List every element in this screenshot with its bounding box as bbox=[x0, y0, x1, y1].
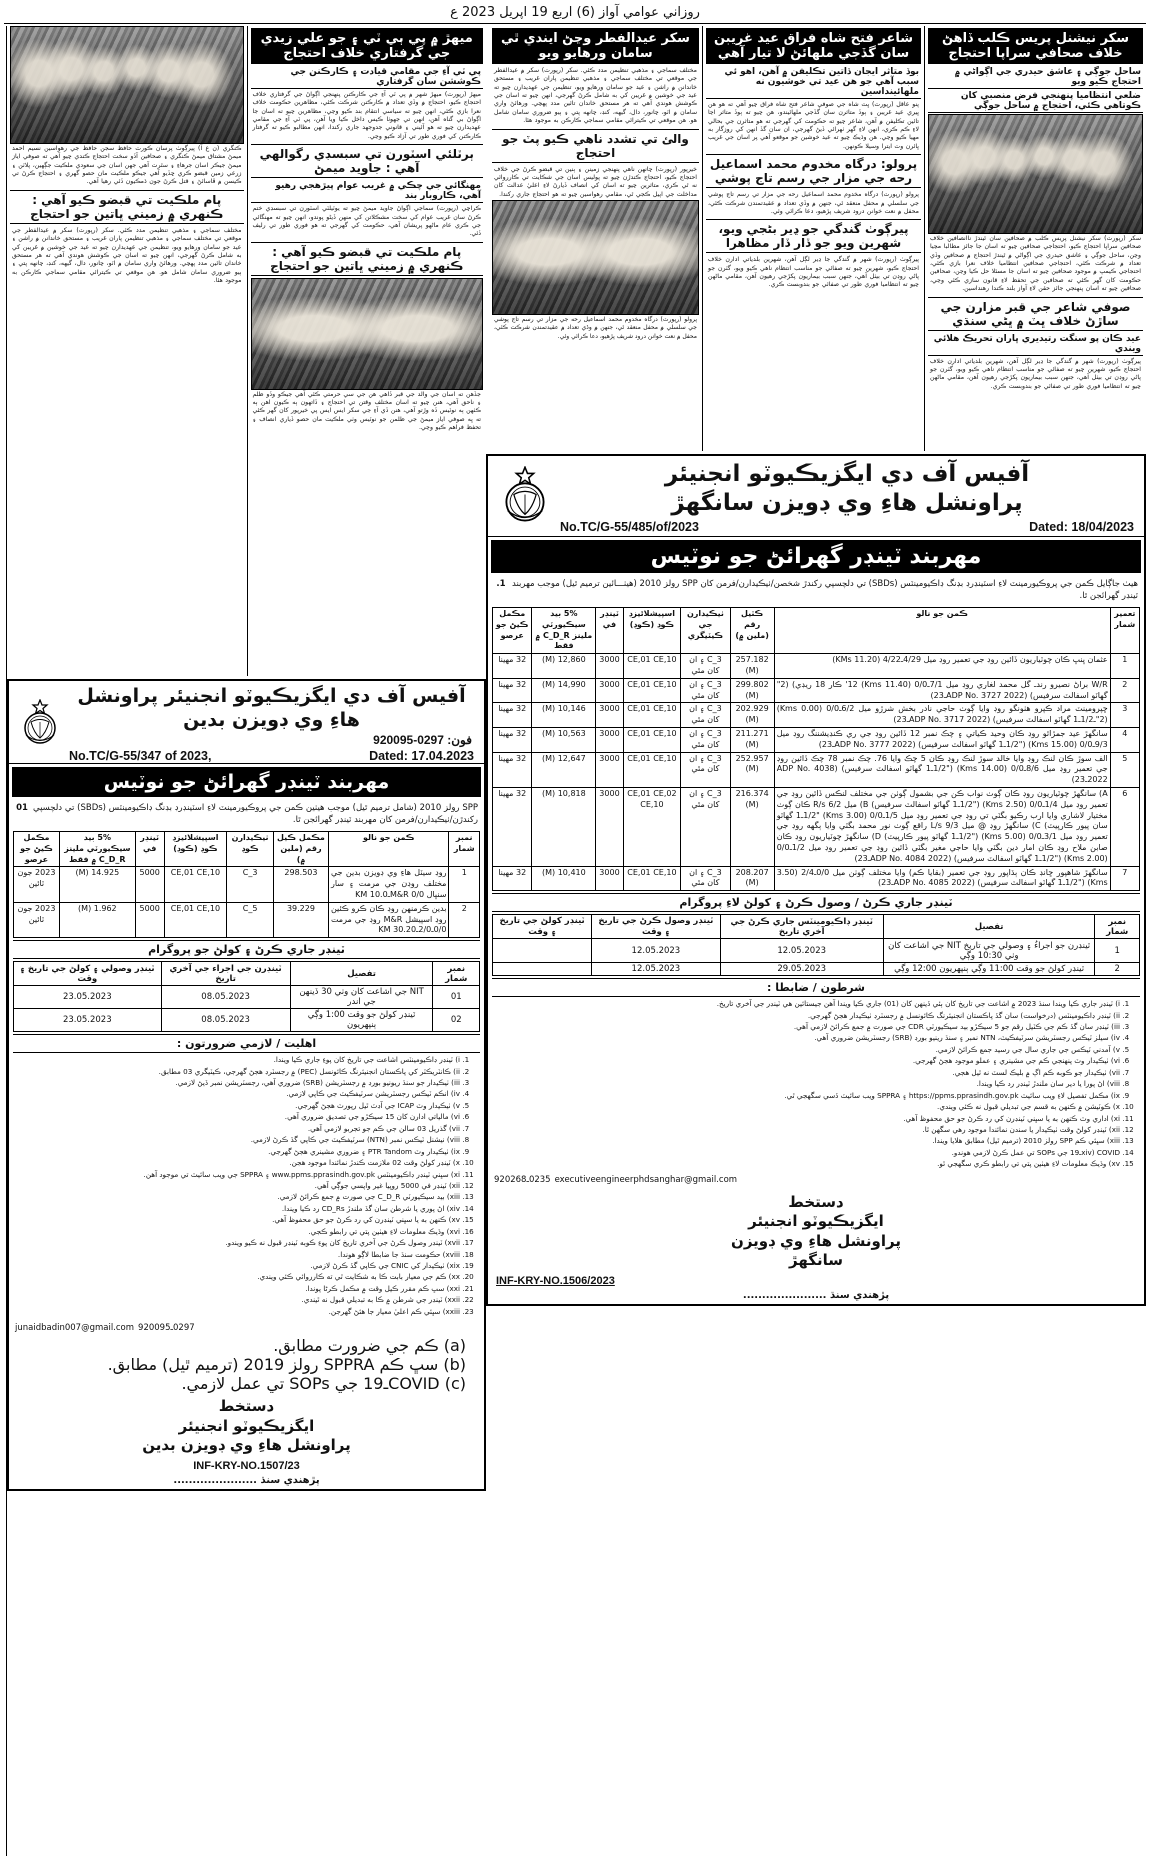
dates-cell: ٽينڊرن جو اجراءُ ۽ وصولي جي تاريخ NIT جي اشاعت کان وٺي 10:30 وڳي bbox=[883, 939, 1095, 963]
dates-cell: 12.05.2023 bbox=[592, 963, 720, 976]
table-cell-security: 10,563 (M) bbox=[532, 727, 596, 752]
dates-row bbox=[14, 1009, 480, 1032]
table-cell-fee: 3000 bbox=[596, 866, 623, 891]
dates-cell: 1 bbox=[1095, 939, 1140, 963]
badin-works-table bbox=[13, 831, 480, 938]
table-cell-code: CE,01 CE,10 bbox=[623, 678, 681, 703]
subheadline-inflation: مهنگائي جي چڪي ۾ غريب عوام پيڙهجي رهيو آهي، ڪاروبار بند bbox=[251, 180, 484, 203]
sanghar-dates-banner: ٽينڊر جاري ڪرڻ / وصول ڪرڻ ۽ کولڻ لاءِ پروگرام bbox=[492, 893, 1140, 912]
badin-sign-division: پراونشل هاءِ وي ڊويزن بدين bbox=[142, 1436, 351, 1455]
terms-item: 18. xviii) حڪومت سنڌ جا ضابطا لاڳو هوندا. bbox=[15, 1250, 460, 1261]
table-cell-security: 14,990 (M) bbox=[532, 678, 596, 703]
table-cell-amount: 39.229 bbox=[273, 902, 328, 937]
table-cell-fee: 3000 bbox=[596, 727, 623, 752]
terms-item: 6. vi) ٺيڪيدار وٽ پنهنجي ڪم جي مشينري ۽ عملو موجود هجڻ گهرجي. bbox=[494, 1056, 1120, 1067]
table-cell-category: C_3 bbox=[227, 867, 274, 902]
table-cell-code: CE,01 CE,10 bbox=[623, 866, 681, 891]
terms-item: 9. ix) مڪمل تفصيل لاءِ ويب سائيٽ https://ppms.pprasindh.gov.pk ۽ SPPRA ويب سائيٽ ڏسي سگهجي ٿي. bbox=[494, 1091, 1120, 1102]
table-cell-period: 2023 جون ٽائين bbox=[14, 902, 60, 937]
table-cell-amount: 252.957 (M) bbox=[730, 752, 774, 787]
table-cell-fee: 3000 bbox=[596, 654, 623, 679]
table-cell-work: بدين ڪرمنهن روڊ ڪان ڪرو ڪئين روڊ اسپيشل M&R روڊ جي مرمت 0/0ـ2/0ـ30.20 KM bbox=[328, 902, 449, 937]
table-cell-code: CE,01 CE,10 bbox=[623, 654, 681, 679]
table-row bbox=[493, 752, 1140, 787]
terms-item: 21. xxi) سڀ ڪم مقرر ڪيل وقت ۾ مڪمل ڪرڻا پوندا. bbox=[15, 1284, 460, 1295]
table-cell-fee: 3000 bbox=[596, 678, 623, 703]
badin-terms-list bbox=[15, 1055, 474, 1318]
table-row bbox=[14, 902, 480, 937]
headline-land-grab: پام ملڪيت تي قبضو ڪيو آهي : ڪنهري ۾ زميني ڀاتين جو احتجاج bbox=[251, 242, 484, 276]
terms-item: 11. xi) سڀني ٽينڊر ڊاڪيومينٽس www.ppms.pprasindh.gov.pk ۽ SPPRA جي ويب سائيٽ تي موجود آهن. bbox=[15, 1170, 460, 1181]
sanghar-intro-text: هيٺ جاڳايل ڪمن جي پروڪيورمينٽ لاءِ اسٽينڊرڊ بڊنگ ڊاڪيومينٽس (SBDs) تي دلچسپي رکندڙ شخصن/ٺيڪيدارن/فرمن کان SPP رولز 2010 (ھيٺـــائين ترميم ٿيل) موجب مهربند ٽينڊر گهرائجن ٿا. bbox=[512, 578, 1138, 602]
article-body-utility: ڪراچي (رپورٽ) سماجي اڳواڻ جاويد ميمڻ چيو ته يوٽيلٽي اسٽورن تي سبسڊي ختم ڪرڻ سان غريب عوام کي سخت مشڪلاتن کي منهن ڏيڻو پوندو، انهن چيو ته مهنگائي جي ڪري عام ماڻهو پريشان آهي، حڪومت کي گهرجي ته هو فوري طور تي رليف ڏئي. bbox=[252, 205, 481, 238]
terms-item: 6. vi) مالياتي ادارن کان 15 سيڪڙو جي تصديق ضروري آهي. bbox=[15, 1112, 460, 1123]
article-body-protest: خيرپور (رپورٽ) چانهن ناهي پنهنجي زمينن ۽ ٻنين تي قبضو ڪرڻ جي خلاف احتجاج ڪيو، احتجاج ڪندڙن چيو ته پوليس اسان جي شڪايت تي ڪارروائي نه ٿي ڪري، متاثرين چيو ته اسان کي انصاف ڏيارڻ لاءِ اعليٰ عدالت کان مداخلت جي اپيل ڪجي ٿي، مقامي رهواسين چيو ته هو احتجاج جاري رکندا. bbox=[494, 165, 697, 198]
table-cell-category: C_3 ۽ ان کان مٿي bbox=[681, 752, 730, 787]
table-cell-work: الف سوڙ ڪان لنڪ روڊ وايا خالد سوڙ لنڪ روڊ ڪان 5 چڪ وايا 76. چڪ نمبر 78 چڪ ڏائين روڊ جي تعمير روڊ ميل 8/6ـ0/0 (14.00 Kms) ("1/2ـ1 گهاٽو اسفالٽ سرفيس) (ADP No. 4038 2022ـ23) bbox=[774, 752, 1110, 787]
badin-tender-notice bbox=[7, 679, 486, 1491]
table-cell-amount: 216.374 (M) bbox=[730, 787, 774, 866]
terms-item: 14. xiv) COVIDـ19 جي SOPs تي عمل ڪرڻ لازمي هوندو. bbox=[494, 1148, 1120, 1159]
table-cell-amount: 211.271 (M) bbox=[730, 727, 774, 752]
sanghar-signature-block bbox=[488, 1189, 1144, 1273]
badin-inf-number: INF-KRY-NO.1507/23 bbox=[193, 1459, 300, 1472]
headline-mehar-pti-protest: ميهڙ ۾ پي ٻي ٽي ۽ جو علي زيدي جي گرفتاري خلاف احتجاج bbox=[251, 28, 484, 64]
photo-two-men bbox=[251, 278, 484, 390]
sanghar-ref-date: Dated: 18/04/2023 bbox=[1029, 519, 1134, 534]
table-cell-amount: 299.802 (M) bbox=[730, 678, 774, 703]
table-cell-period: 32 مهينا bbox=[493, 703, 532, 728]
subheadline-pti-leadership: پي ٽي آءِ جي مقامي قيادت ۽ ڪارڪنن جي ڪوششن سان گرفتاري bbox=[251, 66, 484, 89]
table-cell-code: CE,01 CE,10 bbox=[164, 867, 227, 902]
dates-header-cell: تفصيل bbox=[290, 962, 433, 986]
subheadline-sahil-jogi: ساحل جوڳي ۽ عاشق حيدري جي اڳواڻي ۾ احتجاج ڪيو ويو bbox=[928, 66, 1143, 89]
table-cell-fee: 3000 bbox=[596, 787, 623, 866]
table-cell-security: 10,410 (M) bbox=[532, 866, 596, 891]
terms-item: 17. xvii) ٽينڊر وصول ڪرڻ جي آخري تاريخ کان پوءِ ڪوبه ٽينڊر قبول نه ڪيو ويندو. bbox=[15, 1238, 460, 1249]
table-cell-category: C_3 ۽ ان کان مٿي bbox=[681, 727, 730, 752]
table-cell-sno: 6 bbox=[1110, 787, 1139, 866]
dates-cell: NIT جي اشاعت کان وٺي 30 ڏينهن جي اندر bbox=[290, 986, 433, 1009]
dates-header-cell: ٽينڊر ڊاڪيومينٽس جاري ڪرڻ جي آخري تاريخ bbox=[720, 915, 883, 939]
table-cell-period: 32 مهينا bbox=[493, 752, 532, 787]
table-cell-category: C_3 ۽ ان کان مٿي bbox=[681, 703, 730, 728]
table-cell-fee: 3000 bbox=[596, 703, 623, 728]
dates-header-cell: ٽينڊر وصول ڪرڻ جي تاريخ ۽ وقت bbox=[592, 915, 720, 939]
sanghar-dates-table bbox=[492, 914, 1140, 976]
dates-cell: ٽينڊر کولڻ جو وقت 11:00 وڳي ٻنپهريون 12:00 وڳي bbox=[883, 963, 1095, 976]
table-cell-period: 32 مهينا bbox=[493, 654, 532, 679]
sanghar-works-table bbox=[492, 607, 1140, 891]
article-body-landgrab: ڪنگري (ن ع آ) پيرڳوٺ پرسان ڪورٽ حافظ سجن حافظ جي رهواسين نسيم احمد ميمڻ مشتاق ميمڻ ڪنگري ۽ صحافين آڏو سخت احتجاج ڪندي چيو آهي ته صوفي اياز ميمڻ جيڪر اسان جرهاءِ ۽ سٿرت آهي جهن اسان جي سعودي ملڪيت جڳهين، پلاٽن ۽ زرعي زمين قبضو ڪري ڇڏيو آهي جيڪو ملڪيت مان حصو گهري ۽ احتجاج ڪرڻ تي ڪيسن ۾ ڦاسائڻ ۽ قتل ڪرڻ جون ڌمڪيون ڏئي رهيا آهي. bbox=[12, 145, 242, 186]
table-cell-amount: 257.182 (M) bbox=[730, 654, 774, 679]
article-body-sufi: پيرڳوٺ (رپورٽ) شهر ۾ گندگي جا ڍير لڳل آهن، شهرين بلدياتي ادارن خلاف احتجاج ڪيو، شهرين چيو ته صفائي جو مناسب انتظام ناهي ڪيو ويو، گٽرن جو پاڻي روڊن تي بيٺل آهي، جنهن سبب بيماريون پکڙجي رهيون آهن، مقامي ماڻهن چيو ته انتظاميا فوري طور تي صفائي جو بندوبست ڪري. bbox=[930, 357, 1141, 390]
terms-item: 7. vii) گذريل 03 سالن جي ڪم جو تجربو لازمي آهي. bbox=[15, 1124, 460, 1135]
dates-header-cell: ٽينڊرن جي اجراء جي آخري تاريخ bbox=[161, 962, 290, 986]
table-header-cell: ڪٽيل رقم (ملين ۾) bbox=[730, 608, 774, 654]
badin-signature-block bbox=[9, 1393, 484, 1458]
sanghar-inf-number: INF-KRY-NO.1506/2023 bbox=[496, 1274, 615, 1287]
badin-footnote-b: (b) سڀ ڪم SPPRA رولز 2019 (ترميم ٿيل) مطابق. bbox=[107, 1355, 466, 1375]
terms-item: 12. xii) ٽينڊر کولڻ وقت ٺيڪيدار يا سندن نمائندا موجود رهي سگهن ٿا. bbox=[494, 1125, 1120, 1136]
table-cell-code: CE,01 CE,10 bbox=[623, 703, 681, 728]
table-header-cell: 5% بيد سيڪيورٽي ملينز C_D_R ۾ فقط bbox=[532, 608, 596, 654]
terms-item: 13. xiii) سڀئي ڪم SPP رولز 2010 (ترميم ٿيل) مطابق هلايا ويندا. bbox=[494, 1136, 1120, 1147]
badin-sign-label: دستخط bbox=[218, 1397, 275, 1416]
terms-item: 15. xv) وڌيڪ معلومات لاءِ هيٺين پتي تي رابطو ڪري سگهجي ٿو. bbox=[494, 1159, 1120, 1170]
news-column-l1 bbox=[247, 26, 487, 676]
sanghar-tender-notice bbox=[486, 454, 1146, 1306]
terms-item: 7. vii) ٺيڪيدار جو ڪوبه ڪم اڳ ۾ بليڪ لسٽ نه ٿيل هجي. bbox=[494, 1068, 1120, 1079]
table-header-cell: ڪمن جو نالو bbox=[774, 608, 1110, 654]
news-column-r1 bbox=[924, 26, 1146, 451]
table-row bbox=[493, 678, 1140, 703]
headline-eid-ration-distribution: سکر عيدالفطر وڃڻ ايندي ٿي سامان ورهايو ويو bbox=[492, 28, 699, 64]
table-cell-sno: 7 bbox=[1110, 866, 1139, 891]
table-header-cell: ڪمن جو نالو bbox=[328, 832, 449, 867]
terms-item: 5. v) ٺيڪيدار وٽ ICAP جي آڊٽ ٿيل رپورٽ هجڻ گهرجي. bbox=[15, 1101, 460, 1112]
table-cell-period: 32 مهينا bbox=[493, 678, 532, 703]
badin-dates-table bbox=[13, 961, 480, 1032]
terms-item: 9. ix) ٺيڪيدار وٽ PTR Tandom ۽ ضروري مشينري هجڻ گهرجي. bbox=[15, 1147, 460, 1158]
sanghar-tender-header bbox=[488, 456, 1144, 537]
badin-tender-banner: مهربند ٽينڊر گهرائڻ جو نوٽيس bbox=[12, 767, 481, 797]
terms-item: 19. xix) ٺيڪيدار کي CNIC جي ڪاپي گڏ ڪرڻ لازمي. bbox=[15, 1261, 460, 1272]
badin-office-line: آفيس آف دي ايگزيڪيوٽو انجنيئر پراونشل هاءِ وي ڊويزن بدين bbox=[77, 685, 466, 731]
sanghar-terms-title: شرطون / ضابطا : bbox=[492, 978, 1140, 997]
table-header-cell: ٺيڪيدارن ڪوڊ bbox=[227, 832, 274, 867]
badin-sign-designation: ايگزيڪيوٽو انجنيئر bbox=[178, 1416, 315, 1435]
table-cell-security: 10,146 (M) bbox=[532, 703, 596, 728]
table-cell-amount: 298.503 bbox=[273, 867, 328, 902]
badin-tender-intro bbox=[9, 800, 484, 830]
table-header-cell: ٽينڊر في bbox=[596, 608, 623, 654]
badin-footer-dots: پڙهندي سنڌ ...................... bbox=[173, 1474, 320, 1486]
table-cell-work: سانگهڙ عيد جمڙائو روڊ ڪان وحيد ڪياتي ۽ چڪ نمبر 12 ڏائين روڊ جي ري ڪنڊيشننگ روڊ ميل 9/3ـ0/0 (15.00 Kms) ("1/2ـ1 گهاٽو اسفالٽ سرفيس) (ADP No. 3777 2022ـ23) bbox=[774, 727, 1110, 752]
table-header-cell: اسپيشلائيزڊ ڪوڊ (ڪوڊ) bbox=[623, 608, 681, 654]
terms-item: 22. xxii) ٽينڊر جي شرطن ۾ ڪا به تبديلي قبول نه ٿيندي. bbox=[15, 1295, 460, 1306]
table-cell-work: A) سانگهڙ چوٽياريون روڊ ڪان ڳوٺ نواب ڪن جي بشمول ڳوٺن جي مختلف لنڪس ڏائين روڊ جي تعمير روڊ ميل 1/4ـ0/0 (2.50 Kms) ("1/2ـ1 گهاٽو اسفالٽ سرفيس) B) ميل R/s 6/2 ڪان ڳوٺ مختيار لاشاري وايا ارب رڪيو بگٽي تي روڊ جي تعمير روڊ ميل 1/5ـ0/0 (3.00 Kms) "1/2ـ1 گهاٽو سان پيور ڪارپيٽ) C) سانگهڙ روڊ @ ميل 9/3 L/s راقع ڳوٺ نور محمد بگٽي وايا ٻگهه روڊ جي تعمير روڊ ميل 3/1ـ0/0 (5.00 Kms) ("1/2ـ1 گهاٽو پيور ڪارپيٽ) D) سانگهڙ چوٽياريون روڊ ڪان صابن ملاح روڊ ڪان امار دين بگٽي وايا حاجي مغير بگٽي ڏائين روڊ جي تعمير روڊ ميل 1/2ـ0/0 (2.00 Kms) ("1/2ـ1 گهاٽو اسفالٽ سرفيس) (ADP No. 4084 2022ـ23) bbox=[774, 787, 1110, 866]
badin-ref-no: No.TC/G-55/347 of 2023, bbox=[69, 748, 212, 763]
article-body-mehar: ميهڙ (رپورٽ) ميهڙ شهر ۾ پي ٽي آءِ جي ڪارڪنن پنهنجي اڳواڻ جي گرفتاري خلاف احتجاج ڪيو، احتجاج ۾ وڏي تعداد ۾ ڪارڪنن شرڪت ڪئي، مظاهرين حڪومت خلاف نعرا بازي ڪئي، انهن چيو ته سياسي انتقام بند ڪيو وڃي، مظاهرين چيو ته اسان جا اڳواڻ بي گناه آهن، انهن تي جهوٺا ڪيس داخل ڪيا ويا آهن، پي ٽي آءِ جي مقامي عهديدارن چيو ته هو آئيني ۽ قانوني جدوجهد جاري رکندا، انهن مطالبو ڪيو ته گرفتار ڪارڪنن کي فوري طور تي آزاد ڪيو وڃي. bbox=[252, 91, 481, 140]
photo-protest-banner bbox=[10, 26, 244, 144]
table-header-cell: ٽينڊر في bbox=[135, 832, 164, 867]
govt-sindh-crest-icon-badin bbox=[15, 699, 65, 749]
subheadline-district-admin: ضلعي انتظاميا پنهنجي فرض منصبي کان ڪوتاهي ڪئي، احتجاج ۾ ساحل جوڳي bbox=[928, 90, 1143, 113]
badin-dates-banner: ٽينڊر جاري ڪرڻ ۽ کولڻ جو پروگرام bbox=[13, 940, 480, 959]
table-cell-sno: 2 bbox=[449, 902, 480, 937]
dates-cell: 29.05.2023 bbox=[720, 963, 883, 976]
table-header-cell: تعمير شمار bbox=[1110, 608, 1139, 654]
right-news-row bbox=[486, 26, 1146, 451]
badin-ref-row bbox=[65, 747, 478, 763]
table-cell-code: CE,01 CE,02 CE,10 bbox=[623, 787, 681, 866]
table-cell-code: CE,01 CE,10 bbox=[623, 752, 681, 787]
article-body-sukkur: سکر (رپورٽ) سکر نيشنل پريس ڪلب ۾ صحافين سان ٿيندڙ ناانصافين خلاف صحافين سراپا احتجاج ڪيو، احتجاجي صحافين چيو ته اسان جا جائز مطالبا مڃيا وڃن، ساحل جوڳي ۽ عاشق حيدري جي اڳواڻي ۾ ٿيندڙ احتجاج ۾ صحافين وڏي تعداد ۾ شرڪت ڪئي، احتجاجي صحافين انتظاميا خلاف نعرا بازي ڪئي، احتجاجي ڪيمپ ۾ موجود صحافين چيو ته اسان جا مسئلا حل ڪيا وڃن، صحافين حڪومت کان گهر ڪئي ته صحافين جي تحفظ لاءِ قانون سازي ڪئي وڃي، صحافين چيو ته اسان پنهنجي جائز حقن لاءِ آواز بلند ڪندا رهنداسين. bbox=[929, 235, 1141, 293]
badin-footnote-a: (a) ڪم جي ضرورت مطابق. bbox=[273, 1336, 466, 1356]
subheadline-sangat-ratodero: عيد ڪان پو سنگت رتيديري ڀاران تحريڪ هلائي ويندي bbox=[928, 333, 1143, 356]
photo-caption-women: پرولو (رپورٽ) درگاه مخدوم محمد اسماعيل رحه جي مزار تي رسم تاج پوشي جي سلسلي ۾ محفل منعقد ٿي، جنهن ۾ وڏي تعداد ۾ عقيدتمندن شرڪت ڪئي، محفل ۾ نعت خوانن درود شريف پڙهيو، دعا ڪرائي وئي. bbox=[494, 315, 697, 340]
terms-item: 5. v) آمدني ٽيڪس جي جاري سال جي رسيد جمع ڪرائڻ لازمي. bbox=[494, 1045, 1120, 1056]
dates-cell: 01 bbox=[433, 986, 480, 1009]
left-news-row bbox=[7, 26, 486, 676]
terms-item: 23. xxiii) سڀئي ڪم اعليٰ معيار جا هئڻ گهرجن. bbox=[15, 1307, 460, 1318]
table-cell-category: C_5 bbox=[227, 902, 274, 937]
sanghar-office-line1: آفيس آف دي ايگزيڪيوٽو انجنيئر bbox=[664, 461, 1030, 487]
table-cell-period: 32 مهينا bbox=[493, 727, 532, 752]
headline-pirgoth-garbage: پيرڳوٺ گندگي جو ڍير بڻجي ويو، شهرين ويو جو ڏار ڏار مظاهرا bbox=[706, 219, 921, 253]
dates-cell: ٽينڊر کولڻ جو وقت 1:00 وڳي ٻنپهريون bbox=[290, 1009, 433, 1032]
terms-item: 10. x) ڪوٽيشن ۾ ڪنهن به قسم جي تبديلي قبول نه ڪئي ويندي. bbox=[494, 1102, 1120, 1113]
terms-item: 3. iii) ٽينڊر سان گڏ ڪم جي ڪٽيل رقم جو 5 سيڪڙو بيد سيڪيورٽي CDR جي صورت ۾ جمع ڪرائڻ لازمي آهي. bbox=[494, 1022, 1120, 1033]
terms-item: 14. xiv) اڻ پوري يا شرطن سان گڏ ملندڙ CD_Rs رد ڪيا ويندا. bbox=[15, 1204, 460, 1215]
terms-item: 4. iv) سيلز ٽيڪس رجسٽريشن سرٽيفڪيٽ، NTN نمبر ۽ سنڌ رينيو بورڊ (SRB) رجسٽريشن ضروري آهي. bbox=[494, 1033, 1120, 1044]
dates-cell: 08.05.2023 bbox=[161, 1009, 290, 1032]
sanghar-sign-designation: ايگزيڪيوٽو انجنيئر bbox=[748, 1212, 884, 1231]
sanghar-ref-no: No.TC/G-55/485/of/2023 bbox=[560, 519, 699, 534]
table-cell-security: 12,860 (M) bbox=[532, 654, 596, 679]
dates-cell: 2 bbox=[1095, 963, 1140, 976]
left-zone bbox=[6, 26, 486, 1856]
table-cell-code: CE,01 CE,10 bbox=[623, 727, 681, 752]
table-cell-security: 14.925 (M) bbox=[59, 867, 135, 902]
subheadline-flood-victims: بوڏ متاثر ايجان ڏاتين تڪليفن ۾ آهن، اهو ئي سبب آهي جو هن عيد تي خوشيون نه ملهائينداسين bbox=[706, 66, 921, 99]
table-cell-security: 12,647 (M) bbox=[532, 752, 596, 787]
right-zone bbox=[486, 26, 1146, 1856]
sanghar-dates-header-row bbox=[493, 915, 1140, 939]
terms-item: 1. i) ٽينڊر جاري ڪيا ويندا سنڌ 2023 ۾ اشاعت جي تاريخ کان ٻئي ڏينهن کان (01) جاري ڪيا ويندا آهن جيستائين هي ٽينڊر جي آخري تاريخ. bbox=[494, 999, 1120, 1010]
terms-item: 16. xvi) وڌيڪ معلومات لاءِ هيٺين پتي تي رابطو ڪجي. bbox=[15, 1227, 460, 1238]
table-cell-work: روڊ سيٽل هاءِ وي ڊويزن بدين جي مختلف روڊن جي مرمت ۽ سار سنڀال M&R 0/0ـ10.0 KM bbox=[328, 867, 449, 902]
sanghar-intro-number: 1. bbox=[496, 578, 506, 589]
dates-cell: 08.05.2023 bbox=[161, 986, 290, 1009]
terms-item: 3. iii) ٺيڪيدار جو سنڌ ريونيو بورڊ ۾ رجسٽريشن (SRB) ضروري آهي، رجسٽريشن نمبر ڏيڻ لازمي. bbox=[15, 1078, 460, 1089]
table-cell-code: CE,01 CE,10 bbox=[164, 902, 227, 937]
photo-women-interview bbox=[492, 200, 699, 315]
badin-phone: فون: 0297-920095 bbox=[373, 732, 472, 747]
article-body-ration: مختلف سماجي ۽ مذهبي تنظيمن مدد ڪئي. سکر (رپورٽ) سکر ۾ عيدالفطر جي موقعي تي مختلف سماجي ۽ مذهبي تنظيمن پاران غريب ۽ مستحق خاندانن ۾ راشن ۽ عيد جو سامان ورهايو ويو، تنظيمن جي عهديدارن چيو ته عيد جي خوشين ۾ غريبن کي به شامل ڪرڻ گهرجي، انهن چيو ته اسان جي ڪوشش هوندي آهي ته هر مستحق خاندان تائين مدد پهچي. ورهائڻ واري سامان ۾ اٽو، چانور، دال، گيهه، کنڊ، چانهه پتي ۽ ٻيو ضروري سامان شامل هو. هن موقعي تي ڪيترائي مقامي سماجي ڪارڪن به موجود هئا. bbox=[494, 67, 697, 125]
table-header-cell: مڪمل ڪيڻ جو عرصو bbox=[493, 608, 532, 654]
badin-dates-header-row bbox=[14, 962, 480, 986]
badin-footnotes bbox=[9, 1336, 484, 1393]
dates-header-cell: نمبر شمار bbox=[433, 962, 480, 986]
table-cell-sno: 2 bbox=[1110, 678, 1139, 703]
badin-tender-titles bbox=[65, 685, 478, 763]
terms-item: 8. viii) نيشنل ٽيڪس نمبر (NTN) سرٽيفڪيٽ جي ڪاپي گڏ ڪرڻ لازمي. bbox=[15, 1135, 460, 1146]
news-column-r3 bbox=[489, 26, 702, 451]
table-header-cell: مڪمل ڪيل رقم (ملين ۾) bbox=[273, 832, 328, 867]
badin-contact bbox=[9, 1320, 484, 1337]
dates-header-cell: ٽينڊر وصولي ۽ کولڻ جي تاريخ ۽ وقت bbox=[14, 962, 162, 986]
sanghar-ref-row bbox=[556, 518, 1138, 534]
photo-press-club-protest bbox=[928, 114, 1143, 234]
headline-poet-fateh-shah: شاعر فتح شاه فراق عيد غريبن سان گڏجي ملهائڻ لا تيار آهي bbox=[706, 28, 921, 64]
badin-table-header-row bbox=[14, 832, 480, 867]
terms-item: 12. xii) ٽينڊر في 5000 روپيا غير واپسي جوڳي آهي. bbox=[15, 1181, 460, 1192]
sanghar-office-line2: پراونشل هاءِ وي ڊويزن سانگهڙ bbox=[671, 489, 1023, 516]
dates-header-cell: تفصيل bbox=[883, 915, 1095, 939]
table-cell-amount: 202.929 (M) bbox=[730, 703, 774, 728]
table-row bbox=[493, 703, 1140, 728]
sanghar-table-header-row bbox=[493, 608, 1140, 654]
table-row bbox=[493, 787, 1140, 866]
badin-tender-header bbox=[9, 681, 484, 764]
table-header-cell: مڪمل ڪيڻ جو عرصو bbox=[14, 832, 60, 867]
sanghar-sign-district: سانگهڙ bbox=[789, 1251, 843, 1270]
table-cell-sno: 3 bbox=[1110, 703, 1139, 728]
table-cell-category: C_3 ۽ ان کان مٿي bbox=[681, 866, 730, 891]
table-cell-fee: 5000 bbox=[135, 867, 164, 902]
sanghar-contact bbox=[488, 1172, 1144, 1189]
dates-cell: 02 bbox=[433, 1009, 480, 1032]
terms-item: 4. iv) انڪم ٽيڪس رجسٽريشن سرٽيفڪيٽ جي ڪاپي لازمي. bbox=[15, 1089, 460, 1100]
table-cell-category: C_3 ۽ ان کان مٿي bbox=[681, 678, 730, 703]
badin-footnote-c: (c) COVIDـ19 جي SOPs تي عمل لازمي. bbox=[181, 1374, 466, 1394]
table-cell-period: 32 مهينا bbox=[493, 787, 532, 866]
table-cell-work: ڇپرومينٽ مراد ڪپرو هٺونگو روڊ وايا ڳوٺ حاجي نادر بخش شرڙو ميل 6/2ـ0/0 (0.00 Kms) (2"ـ1/2ـ1 گهاٽو اسفالٽ سرفيس) (ADP No. 3717 2022ـ23) bbox=[774, 703, 1110, 728]
table-cell-amount: 208.207 (M) bbox=[730, 866, 774, 891]
sanghar-tender-intro bbox=[488, 576, 1144, 606]
news-column-r2 bbox=[702, 26, 924, 451]
sanghar-sign-division: پراونشل هاءِ وي ڊويزن bbox=[731, 1231, 901, 1250]
badin-intro-text: SPP رولز 2010 (شامل ترميم ٿيل) موجب هيٺين ڪمن جي پروڪيورمينٽ لاءِ اسٽينڊرڊ بڊنگ ڊاڪيومينٽس (SBDs) تي دلچسپي رکندڙن/ٺيڪيدارن/فرمن کان مهربند ٽينڊر گهرائجن ٿا. bbox=[33, 802, 478, 826]
badin-contact-phone: 0297ـ920095 bbox=[138, 1322, 195, 1333]
badin-ref-date: Dated: 17.04.2023 bbox=[369, 748, 474, 763]
article-body-landgrab-2: جڏهن ته اسان جي والد جي قبر ڏاهي هن جي سي حرمتي ڪئي آهي جيڪو وڏو ظلم ۽ ناحق آهي، هنن چيو ته اسان مختلف وقتن تي احتجاج ۽ ڏاتهون ٻه ڪيون اهن ٻه ڪٺهن ٻه نوٽيس ڏه وڙتو آهي، هنن ڏي آءِ جي سکر ايس ايس پي خيرپور کان گهر ڪئي ته ڀه صوفي اياز ميمڻ جي ظلمن جو نوٽيس وٺي ملڪيت مان حصو ڏياري انصاف ۽ تحفظ فراهم ڪيو وڃي. bbox=[252, 390, 481, 432]
table-cell-period: 2023 جون ٽائين bbox=[14, 867, 60, 902]
table-header-cell: 5% بيد سيڪيورٽي ملينز C_D_R ۾ فقط bbox=[59, 832, 135, 867]
table-cell-security: 1.962 (M) bbox=[59, 902, 135, 937]
terms-item: 8. viii) اڻ پورا يا دير سان ملندڙ ٽينڊر رد ڪيا ويندا. bbox=[494, 1079, 1120, 1090]
sanghar-tender-titles bbox=[556, 460, 1138, 534]
headline-utility-stores: ٻرٽلئي اسٽورن تي سبسڊي رگوالهي آهي : جاويد ميمڻ bbox=[251, 144, 484, 178]
terms-item: 2. ii) ٽينڊر ڊاڪيومينٽس (درخواست) سان گڏ پاڪستان انجنيئرنگ ڪائونسل ۾ رجسٽرڊ ٺيڪيدار هجڻ گهرجي. bbox=[494, 1011, 1120, 1022]
article-body-khairpur: مختلف سماجي ۽ مذهبي تنظيمن مدد ڪئي. سکر (رپورٽ) سکر ۾ عيدالفطر جي موقعي تي مختلف سماجي ۽ مذهبي تنظيمن پاران غريب ۽ مستحق خاندانن ۾ راشن ۽ عيد جو سامان ورهايو ويو، تنظيمن جي عهديدارن چيو ته عيد جي خوشين ۾ غريبن کي به شامل ڪرڻ گهرجي، انهن چيو ته اسان جي ڪوشش هوندي آهي ته هر مستحق خاندان تائين مدد پهچي. ورهائڻ واري سامان ۾ اٽو، چانور، دال، گيهه، کنڊ، چانهه پتي ۽ ٻيو ضروري سامان شامل هو. هن موقعي تي ڪيترائي مقامي سماجي ڪارڪن به موجود هئا. bbox=[12, 226, 242, 284]
page-body bbox=[4, 26, 1146, 1856]
sanghar-contact-email: executiveengineerphdsanghar@gmail.com bbox=[554, 1175, 738, 1186]
table-cell-sno: 4 bbox=[1110, 727, 1139, 752]
table-cell-fee: 3000 bbox=[596, 752, 623, 787]
sanghar-footer-dots: پڙهندي سنڌ ...................... bbox=[742, 1289, 890, 1301]
dates-row bbox=[493, 963, 1140, 976]
terms-item: 1. i) ٽينڊر ڊاڪيومينٽس اشاعت جي تاريخ کان پوءِ جاري ڪيا ويندا. bbox=[15, 1055, 460, 1066]
table-cell-sno: 1 bbox=[1110, 654, 1139, 679]
table-header-cell: نمبر شمار bbox=[449, 832, 480, 867]
dates-cell: 12.05.2023 bbox=[592, 939, 720, 963]
table-row bbox=[493, 727, 1140, 752]
terms-item: 10. x) ٽينڊر کولڻ وقت 02 ملازمت ڪندڙ نمائندا موجود هجن. bbox=[15, 1158, 460, 1169]
terms-item: 2. ii) ڪانٽريڪٽر کي پاڪستان انجنيئرنگ ڪائونسل (PEC) ۾ رجسٽرڊ هجڻ گهرجي، ڪيٽيگري 03 مطابق. bbox=[15, 1067, 460, 1078]
badin-intro-number: 01 bbox=[16, 802, 28, 813]
article-body-parolo: پرولو (رپورٽ) درگاه مخدوم محمد اسماعيل رحه جي مزار تي رسم تاج پوشي جي سلسلي ۾ محفل منعقد ٿي، جنهن ۾ وڏي تعداد ۾ عقيدتمندن شرڪت ڪئي، محفل ۾ نعت خوانن درود شريف پڙهيو، دعا ڪرائي وئي. bbox=[708, 191, 919, 215]
dates-cell: 12.05.2023 bbox=[720, 939, 883, 963]
dates-cell: 23.05.2023 bbox=[14, 1009, 162, 1032]
badin-terms-title: اهليت / لازمي ضرورتون : bbox=[13, 1034, 480, 1053]
dates-cell bbox=[493, 963, 592, 976]
dates-header-cell: ٽينڊر کولڻ جي تاريخ ۽ وقت bbox=[493, 915, 592, 939]
headline-parolo-shrine: پرولو: درگاه مخدوم محمد اسماعيل رحه جي مزار جي رسم تاج پوشي bbox=[706, 154, 921, 188]
table-row bbox=[493, 866, 1140, 891]
dates-cell: 23.05.2023 bbox=[14, 986, 162, 1009]
headline-sufi-poet-grave: صوفي شاعر جي قبر مزارن جي ساڙڻ خلاف ڀٽ ۾ ڀڻي سنڌي bbox=[928, 297, 1143, 331]
article-body-poet: پنو عاقل (رپورٽ) ڀٽ شاه جي صوفي شاعر فتح شاه فراق چيو آهي ته هو هن ڀيري عيد غريبن ۽ ٻوڏ متاثرن سان گڏجي ملهائيندو، هن چيو ته ٻوڏ متاثر اڃا تائين تڪليفن ۾ آهن، شاعر چيو ته حڪومت کي گهرجي ته هو متاثرن جي بحالي لاءِ ڪم ڪري، انهن لاءِ گهر ٺهرائي ڏيڻ گهرجي، ان سان گڏ انهن کي روزگار به مهيا ڪيو وڃي. هن وڌيڪ چيو ته عيد خوشين جو موقعو آهي پر اسان جي غريب ڀائرن وٽ ايترا وسيلا ڪونهن. bbox=[708, 101, 919, 150]
terms-item: 15. xv) ڪنهن به يا سڀني ٽينڊرن کي رد ڪرڻ جو حق محفوظ آهي. bbox=[15, 1215, 460, 1226]
dates-cell bbox=[493, 939, 592, 963]
badin-phone-row bbox=[65, 733, 478, 747]
headline-no-torture-protest: والئ تي تشدد ناهي ڪيو پٽ جو احتجاج bbox=[492, 129, 699, 163]
sanghar-terms-list bbox=[494, 999, 1134, 1170]
dates-row bbox=[493, 939, 1140, 963]
sanghar-contact-phone: 0235ـ920268 bbox=[494, 1175, 551, 1186]
masthead: روزاني عوامي آواز (6) اربع 19 اپريل 2023 ع bbox=[4, 2, 1146, 24]
badin-contact-email: junaidbadin007@gmail.com bbox=[15, 1322, 135, 1333]
article-body-pirgoth: پيرڳوٺ (رپورٽ) شهر ۾ گندگي جا ڍير لڳل آهن، شهرين بلدياتي ادارن خلاف احتجاج ڪيو، شهرين چيو ته صفائي جو مناسب انتظام ناهي ڪيو ويو، گٽرن جو پاڻي روڊن تي بيٺل آهي، جنهن سبب بيماريون پکڙجي رهيون آهن، مقامي ماڻهن چيو ته انتظاميا فوري طور تي صفائي جو بندوبست ڪري. bbox=[708, 256, 919, 289]
table-cell-work: عثمان ڀنڀ ڪان چوٽياريون ڏائين روڊ جي تعمير روڊ ميل 4/29ـ4/22 (11.20 KMs) bbox=[774, 654, 1110, 679]
table-header-cell: ٺيڪيدارن جي ڪيٽيگري bbox=[681, 608, 730, 654]
headline-sukkur-press-club: سکر نيشنل پريس ڪلب ڏاهڻ خلاف صحافي سراپا احتجاج bbox=[928, 28, 1143, 64]
table-cell-work: سانگهڙ شاهپور ڇانڊ ڪان ٻڌاپور روڊ جي تعمير (بقايا ڪم) وايا مختلف ڳوٺن ميل 0/0ـ2/4 (3.50 Kms) ("1/2ـ1 گهاٽو اسفالٽ سرفيس) (ADP No. 4085 2022ـ23) bbox=[774, 866, 1110, 891]
table-cell-fee: 5000 bbox=[135, 902, 164, 937]
terms-item: 11. xi) اداري وٽ ڪنهن به يا سڀني ٽينڊرن کي رد ڪرڻ جو حق محفوظ آهي. bbox=[494, 1114, 1120, 1125]
table-row bbox=[493, 654, 1140, 679]
dates-row bbox=[14, 986, 480, 1009]
table-row bbox=[14, 867, 480, 902]
headline-khairpur-project: پام ملڪيت تي قبضو ڪيو آهي : ڪنهري ۾ زميني ڀاتين جو احتجاج bbox=[10, 190, 244, 224]
sanghar-tender-banner: مهربند ٽينڊر گهرائڻ جو نوٽيس bbox=[491, 540, 1141, 573]
table-cell-security: 10,818 (M) bbox=[532, 787, 596, 866]
table-cell-category: C_3 ۽ ان کان مٿي bbox=[681, 787, 730, 866]
news-column-l2 bbox=[7, 26, 247, 676]
table-cell-category: C_3 ۽ ان کان مٿي bbox=[681, 654, 730, 679]
dates-header-cell: نمبر شمار bbox=[1095, 915, 1140, 939]
govt-sindh-crest-icon bbox=[494, 466, 556, 528]
table-cell-period: 32 مهينا bbox=[493, 866, 532, 891]
table-cell-sno: 5 bbox=[1110, 752, 1139, 787]
terms-item: 13. xiii) بيد سيڪيورٽي C_D_R جي صورت ۾ جمع ڪرائڻ لازمي. bbox=[15, 1192, 460, 1203]
terms-item: 20. xx) ڪم جي معيار بابت ڪا به شڪايت ٿي ته ڪارروائي ڪئي ويندي. bbox=[15, 1272, 460, 1283]
table-header-cell: اسپيشلائيزڊ ڪوڊ (ڪوڊ) bbox=[164, 832, 227, 867]
table-cell-work: W/R براڻ نصيرو رندـ گل محمد لغاري روڊ ميل 7/1ـ0/0 (11.40 Kms) 12' ڪار 18 ريڊي) (2" گهاٽو اسفالٽ سرفيس) (ADP No. 3727 2022ـ23) bbox=[774, 678, 1110, 703]
sanghar-sign-label: دستخط bbox=[788, 1192, 844, 1211]
table-cell-sno: 1 bbox=[449, 867, 480, 902]
